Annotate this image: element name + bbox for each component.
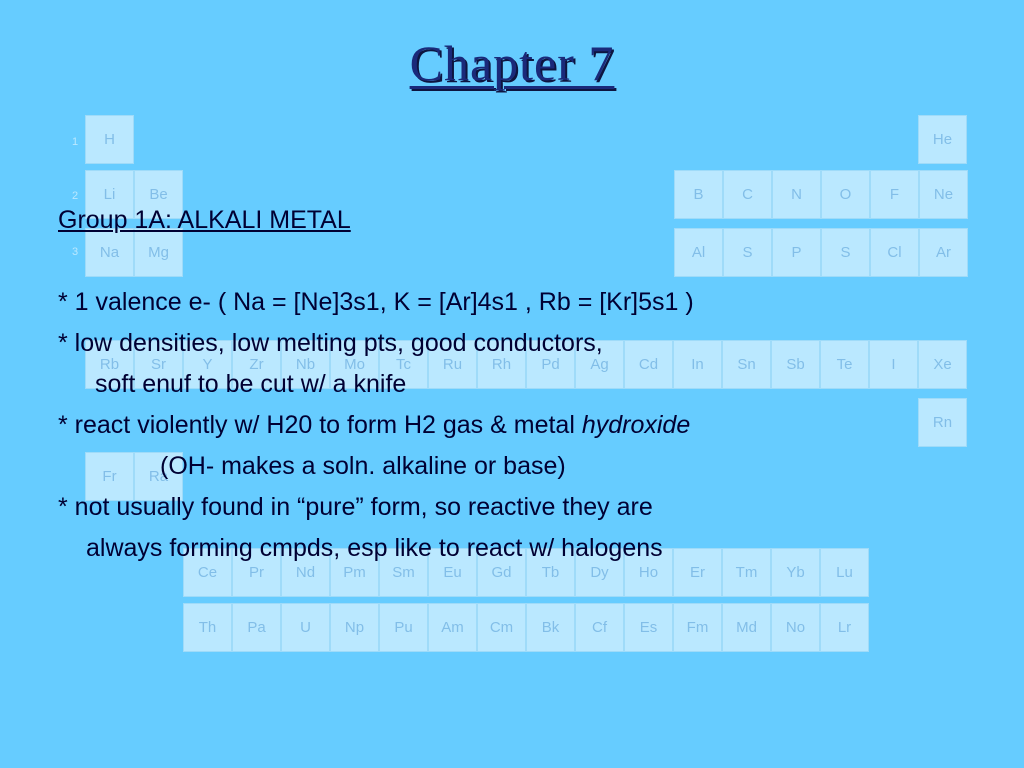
- bullet-properties: * low densities, low melting pts, good conductors,: [58, 329, 603, 357]
- periodic-table-cell: Cl: [870, 228, 919, 277]
- page-title: Chapter 7: [409, 35, 615, 91]
- periodic-table-cell: Na: [85, 228, 134, 277]
- periodic-table-cell: Pa: [232, 603, 281, 652]
- periodic-table-cell: Be: [134, 170, 183, 219]
- periodic-table-cell: Gd: [477, 548, 526, 597]
- periodic-table-cell: Ru: [428, 340, 477, 389]
- periodic-table-cell: Tm: [722, 548, 771, 597]
- periodic-table-cell: Ag: [575, 340, 624, 389]
- periodic-table-cell: Bk: [526, 603, 575, 652]
- section-heading: Group 1A: ALKALI METAL: [58, 206, 351, 234]
- periodic-table-cell: I: [869, 340, 918, 389]
- bullet-reactivity-continued: (OH- makes a soln. alkaline or base): [160, 452, 566, 480]
- periodic-table-cell: Th: [183, 603, 232, 652]
- periodic-table-cell: Fm: [673, 603, 722, 652]
- periodic-table-cell: Mo: [330, 340, 379, 389]
- periodic-table-cell: Fr: [85, 452, 134, 501]
- periodic-table-cell: Li: [85, 170, 134, 219]
- periodic-table-cell: Md: [722, 603, 771, 652]
- periodic-table-cell: Tc: [379, 340, 428, 389]
- periodic-table-cell: Np: [330, 603, 379, 652]
- periodic-table-cell: Lr: [820, 603, 869, 652]
- bullet-reactivity: [58, 405, 988, 446]
- periodic-table-cell: Mg: [134, 228, 183, 277]
- periodic-table-cell: U: [281, 603, 330, 652]
- periodic-table-cell: Cd: [624, 340, 673, 389]
- periodic-table-cell: No: [771, 603, 820, 652]
- periodic-table-cell: Xe: [918, 340, 967, 389]
- periodic-table-cell: Am: [428, 603, 477, 652]
- periodic-table-cell: In: [673, 340, 722, 389]
- periodic-table-cell: Ar: [919, 228, 968, 277]
- periodic-table-cell: Sn: [722, 340, 771, 389]
- periodic-table-cell: P: [772, 228, 821, 277]
- bullet-reactivity-text: * react violently w/ H20 to form H2 gas & metal: [58, 411, 582, 439]
- bullet-occurrence: * not usually found in “pure” form, so reactive they are: [58, 493, 653, 521]
- periodic-table-cell: Cm: [477, 603, 526, 652]
- hydroxide-term: hydroxide: [581, 411, 691, 439]
- periodic-table-cell: F: [870, 170, 919, 219]
- periodic-table-cell: Te: [820, 340, 869, 389]
- periodic-table-cell: Zr: [232, 340, 281, 389]
- periodic-table-cell: Es: [624, 603, 673, 652]
- periodic-table-cell: Pr: [232, 548, 281, 597]
- periodic-table-cell: Eu: [428, 548, 477, 597]
- periodic-table-cell: Y: [183, 340, 232, 389]
- periodic-table-cell: Rb: [85, 340, 134, 389]
- periodic-table-cell: S: [723, 228, 772, 277]
- spacer: [58, 241, 988, 282]
- bullet-properties-continued: soft enuf to be cut w/ a knife: [95, 370, 407, 398]
- periodic-table-cell: Pm: [330, 548, 379, 597]
- periodic-table-cell: Sr: [134, 340, 183, 389]
- periodic-table-cell: C: [723, 170, 772, 219]
- bullet-valence: * 1 valence e- ( Na = [Ne]3s1, K = [Ar]4s1 , Rb = [Kr]5s1 ): [58, 288, 694, 316]
- periodic-table-cell: Nd: [281, 548, 330, 597]
- periodic-table-cell: Pu: [379, 603, 428, 652]
- periodic-table-cell: H: [85, 115, 134, 164]
- periodic-table-cell: Ne: [919, 170, 968, 219]
- period-number: 2: [72, 190, 79, 202]
- periodic-table-cell: Rh: [477, 340, 526, 389]
- periodic-table-cell: O: [821, 170, 870, 219]
- periodic-table-cell: Ce: [183, 548, 232, 597]
- periodic-table-cell: Pd: [526, 340, 575, 389]
- periodic-table-cell: Sm: [379, 548, 428, 597]
- slide-content: [58, 200, 988, 569]
- periodic-table-cell: Rn: [918, 398, 967, 447]
- periodic-table-cell: B: [674, 170, 723, 219]
- period-number: 3: [72, 246, 79, 258]
- periodic-table-cell: Ho: [624, 548, 673, 597]
- periodic-table-cell: Yb: [771, 548, 820, 597]
- periodic-table-cell: Ra: [134, 452, 183, 501]
- periodic-table-cell: Sb: [771, 340, 820, 389]
- periodic-table-cell: S: [821, 228, 870, 277]
- periodic-table-cell: Er: [673, 548, 722, 597]
- periodic-table-cell: N: [772, 170, 821, 219]
- periodic-table-cell: He: [918, 115, 967, 164]
- periodic-table-cell: Al: [674, 228, 723, 277]
- periodic-table-cell: Cf: [575, 603, 624, 652]
- periodic-table-cell: Dy: [575, 548, 624, 597]
- periodic-table-cell: Lu: [820, 548, 869, 597]
- bullet-occurrence-continued: always forming cmpds, esp like to react w/ halogens: [86, 534, 663, 562]
- periodic-table-cell: Tb: [526, 548, 575, 597]
- periodic-table-cell: Nb: [281, 340, 330, 389]
- period-number: 1: [72, 136, 79, 148]
